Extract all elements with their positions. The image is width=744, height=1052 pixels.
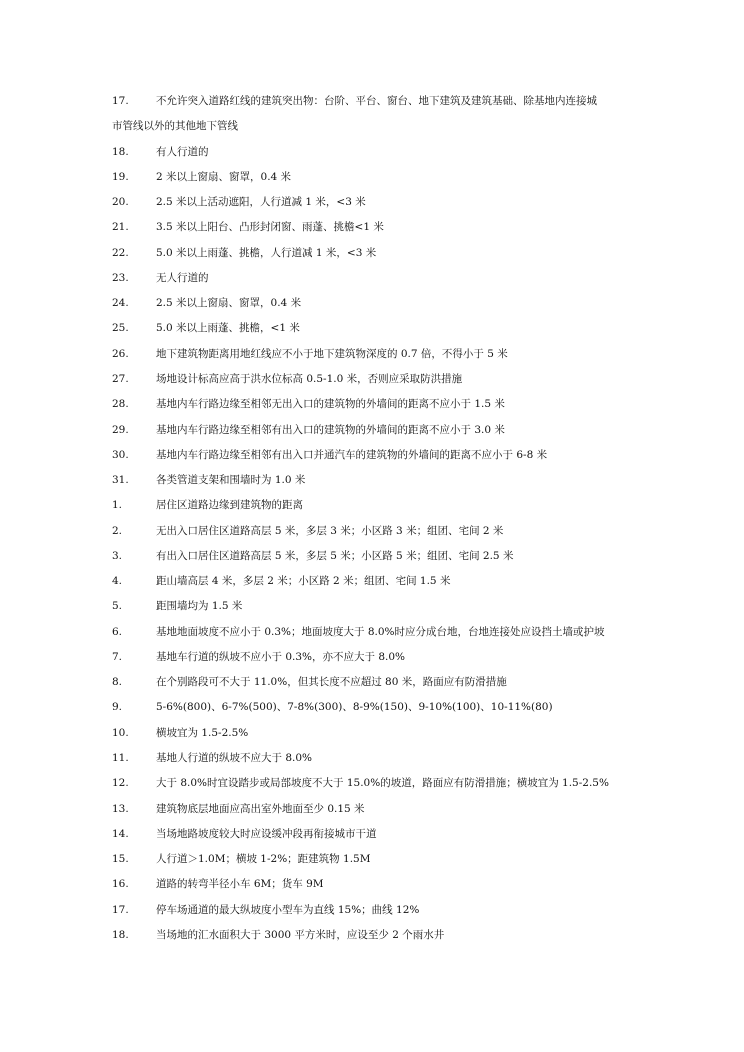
item-text: 基地人行道的纵坡不应大于 8.0% — [156, 752, 313, 764]
item-text: 横坡宜为 1.5-2.5% — [156, 727, 249, 739]
list-item — [112, 218, 674, 236]
item-text: 停车场通道的最大纵坡度小型车为直线 15%；曲线 12% — [156, 904, 420, 916]
item-text: 市管线以外的其他地下管线 — [112, 120, 238, 132]
item-number: 9. — [112, 701, 123, 713]
item-number: 29. — [112, 424, 129, 436]
item-text: 5.0 米以上雨蓬、挑檐，人行道减 1 米，<3 米 — [156, 247, 377, 259]
item-number: 17. — [112, 95, 129, 107]
list-item — [112, 319, 674, 337]
list-item — [112, 572, 674, 590]
item-text: 当场地路坡度较大时应设缓冲段再衔接城市干道 — [156, 828, 377, 840]
item-text: 建筑物底层地面应高出室外地面至少 0.15 米 — [156, 803, 365, 815]
item-text: 基地车行道的纵坡不应小于 0.3%，亦不应大于 8.0% — [156, 651, 406, 663]
item-number: 4. — [112, 575, 123, 587]
list-item — [112, 749, 674, 767]
list-item — [112, 345, 674, 363]
item-text: 大于 8.0%时宜设踏步或局部坡度不大于 15.0%的坡道，路面应有防滑措施；横坡宜为 1.5-2.5% — [156, 777, 609, 789]
list-item — [112, 193, 674, 211]
item-number: 28. — [112, 398, 129, 410]
item-text: 5-6%(800)、6-7%(500)、7-8%(300)、8-9%(150)、9-10%(100)、10-11%(80) — [156, 701, 553, 713]
item-text: 2 米以上窗扇、窗罩，0.4 米 — [156, 171, 292, 183]
list-item — [112, 648, 674, 666]
list-item — [112, 774, 674, 792]
item-text: 距围墙均为 1.5 米 — [156, 600, 243, 612]
item-text: 距山墙高层 4 米，多层 2 米；小区路 2 米；组团、宅间 1.5 米 — [156, 575, 451, 587]
item-number: 16. — [112, 878, 129, 890]
item-number: 22. — [112, 247, 129, 259]
item-text: 基地地面坡度不应小于 0.3%；地面坡度大于 8.0%时应分成台地，台地连接处应设挡土墙或护坡 — [156, 626, 605, 638]
list-item — [112, 698, 674, 716]
item-number: 18. — [112, 929, 129, 941]
list-item — [112, 395, 674, 413]
item-text: 地下建筑物距离用地红线应不小于地下建筑物深度的 0.7 倍，不得小于 5 米 — [156, 348, 508, 360]
item-number: 5. — [112, 600, 123, 612]
item-number: 27. — [112, 373, 129, 385]
item-text: 基地内车行路边缘至相邻有出入口并通汽车的建筑物的外墙间的距离不应小于 6-8 米 — [156, 449, 548, 461]
item-text: 在个别路段可不大于 11.0%，但其长度不应超过 80 米，路面应有防滑措施 — [156, 676, 507, 688]
item-text: 有人行道的 — [156, 146, 209, 158]
item-text: 各类管道支架和围墙时为 1.0 米 — [156, 474, 306, 486]
list-item — [112, 294, 674, 312]
item-number: 30. — [112, 449, 129, 461]
item-text: 场地设计标高应高于洪水位标高 0.5-1.0 米，否则应采取防洪措施 — [156, 373, 463, 385]
item-text: 无出入口居住区道路高层 5 米，多层 3 米；小区路 3 米；组团、宅间 2 米 — [156, 525, 504, 537]
list-item — [112, 901, 674, 919]
list-item — [112, 547, 674, 565]
item-number: 18. — [112, 146, 129, 158]
item-number: 21. — [112, 221, 129, 233]
item-text: 基地内车行路边缘至相邻无出入口的建筑物的外墙间的距离不应小于 1.5 米 — [156, 398, 505, 410]
item-number: 17. — [112, 904, 129, 916]
item-text: 有出入口居住区道路高层 5 米，多层 5 米；小区路 5 米；组团、宅间 2.5 米 — [156, 550, 514, 562]
item-text: 3.5 米以上阳台、凸形封闭窗、雨蓬、挑檐<1 米 — [156, 221, 384, 233]
list-item — [112, 926, 674, 944]
item-text: 2.5 米以上窗扇、窗罩，0.4 米 — [156, 297, 302, 309]
item-number: 8. — [112, 676, 123, 688]
list-item — [112, 168, 674, 186]
item-text: 居住区道路边缘到建筑物的距离 — [156, 499, 303, 511]
item-number: 25. — [112, 322, 129, 334]
item-number: 12. — [112, 777, 129, 789]
item-number: 24. — [112, 297, 129, 309]
item-number: 13. — [112, 803, 129, 815]
list-item — [112, 143, 674, 161]
list-item-continuation — [112, 117, 238, 135]
list-item — [112, 825, 674, 843]
item-number: 3. — [112, 550, 123, 562]
list-item — [112, 269, 674, 287]
list-item — [112, 522, 674, 540]
item-text: 不允许突入道路红线的建筑突出物：台阶、平台、窗台、地下建筑及建筑基础、除基地内连接城 — [156, 95, 597, 107]
list-item — [112, 92, 674, 110]
list-item — [112, 244, 674, 262]
list-item — [112, 850, 674, 868]
list-item — [112, 623, 674, 641]
item-number: 1. — [112, 499, 123, 511]
list-item — [112, 875, 674, 893]
item-number: 2. — [112, 525, 123, 537]
item-number: 7. — [112, 651, 123, 663]
item-number: 20. — [112, 196, 129, 208]
item-text: 2.5 米以上活动遮阳，人行道减 1 米，<3 米 — [156, 196, 366, 208]
item-number: 6. — [112, 626, 123, 638]
list-item — [112, 724, 674, 742]
list-item — [112, 471, 674, 489]
list-item — [112, 673, 674, 691]
item-number: 14. — [112, 828, 129, 840]
item-number: 10. — [112, 727, 129, 739]
item-number: 23. — [112, 272, 129, 284]
item-number: 26. — [112, 348, 129, 360]
item-text: 基地内车行路边缘至相邻有出入口的建筑物的外墙间的距离不应小于 3.0 米 — [156, 424, 505, 436]
item-number: 11. — [112, 752, 129, 764]
list-item — [112, 800, 674, 818]
item-number: 15. — [112, 853, 129, 865]
list-item — [112, 421, 674, 439]
list-item — [112, 597, 674, 615]
item-number: 31. — [112, 474, 129, 486]
item-text: 5.0 米以上雨蓬、挑檐，<1 米 — [156, 322, 300, 334]
list-item — [112, 446, 674, 464]
item-text: 人行道＞1.0M；横坡 1-2%；距建筑物 1.5M — [156, 853, 371, 865]
list-item — [112, 496, 674, 514]
list-item — [112, 370, 674, 388]
item-text: 当场地的汇水面积大于 3000 平方米时，应设至少 2 个雨水井 — [156, 929, 445, 941]
item-text: 无人行道的 — [156, 272, 209, 284]
item-number: 19. — [112, 171, 129, 183]
item-text: 道路的转弯半径小车 6M；货车 9M — [156, 878, 324, 890]
